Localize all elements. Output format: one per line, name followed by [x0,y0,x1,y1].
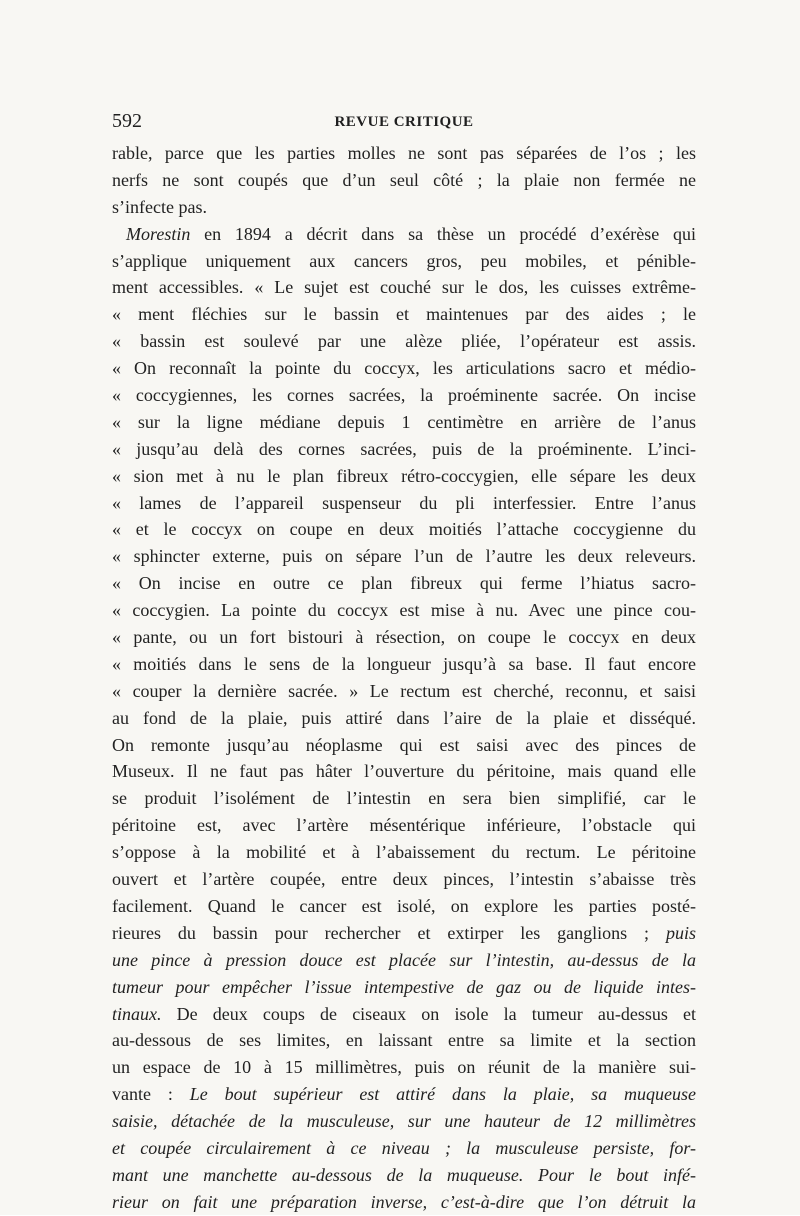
italic-text: tinaux. [112,1003,162,1024]
text-line [112,839,696,866]
italic-text: saisie, détachée de la musculeuse, sur une hauteur de 12 millimètres [112,1111,696,1132]
text-line [112,1001,696,1028]
italic-text: puis [665,922,696,943]
body-text [112,140,696,1216]
line-text: facilement. Quand le cancer est isolé, on explore les parties posté- [112,895,696,916]
line-text: au fond de la plaie, puis attiré dans l’aire de la plaie et disséqué. [112,707,696,728]
line-text: « On incise en outre ce plan fibreux qui ferme l’hiatus sacro- [112,573,696,594]
text-line [112,893,696,920]
text-line [112,194,696,221]
line-text: « couper la dernière sacrée. » Le rectum est cherché, reconnu, et saisi [112,680,696,701]
text-line [112,947,696,974]
text-line [112,301,696,328]
line-text: « coccygien. La pointe du coccyx est mise à nu. Avec une pince cou- [112,600,696,621]
line-text: « moitiés dans le sens de la longueur jusqu’à sa base. Il faut encore [112,653,696,674]
line-text: se produit l’isolément de l’intestin en sera bien simplifié, car le [112,788,696,809]
running-title: REVUE CRITIQUE [334,114,474,130]
line-text: vante : [112,1084,190,1105]
text-line [112,409,696,436]
text-line [112,167,696,194]
text-line [112,866,696,893]
line-text: « jusqu’au delà des cornes sacrées, puis de la proéminente. L’inci- [112,438,696,459]
line-text: s’infecte pas. [112,196,207,217]
text-line [112,624,696,651]
text-line [112,812,696,839]
text-line [112,705,696,732]
text-line [112,355,696,382]
line-text: s’applique uniquement aux cancers gros, peu mobiles, et pénible- [112,250,696,271]
line-text: « pante, ou un fort bistouri à résection, on coupe le coccyx en deux [112,627,696,648]
text-line [112,1027,696,1054]
italic-text: tumeur pour empêcher l’issue intempestive de gaz ou de liquide intes- [112,976,696,997]
line-text: au-dessous de ses limites, en laissant entre sa limite et la section [112,1030,696,1051]
line-text: « coccygiennes, les cornes sacrées, la proéminente sacrée. On incise [112,385,696,406]
line-text: nerfs ne sont coupés que d’un seul côté ; la plaie non fermée ne [112,169,696,190]
text-line [112,140,696,167]
line-text: péritoine est, avec l’artère mésentérique inférieure, l’obstacle qui [112,815,696,836]
line-text: « ment fléchies sur le bassin et maintenues par des aides ; le [112,304,696,325]
text-line [112,785,696,812]
italic-text: Morestin [126,223,191,244]
text-line [112,597,696,624]
text-line [112,651,696,678]
text-line [112,382,696,409]
text-line [112,1189,696,1216]
text-line [112,1081,696,1108]
line-text: rable, parce que les parties molles ne sont pas séparées de l’os ; les [112,143,696,163]
page-number: 592 [112,110,142,132]
italic-text: une pince à pression douce est placée sur l’intestin, au-dessus de la [112,949,696,970]
italic-text: mant une manchette au-dessous de la muqueuse. Pour le bout infé- [112,1164,696,1185]
line-text: On remonte jusqu’au néoplasme qui est saisi avec des pinces de [112,734,696,755]
text-line [112,1108,696,1135]
line-text: en 1894 a décrit dans sa thèse un procédé d’exérèse qui [190,223,696,244]
line-text: « bassin est soulevé par une alèze pliée, l’opérateur est assis. [112,331,696,352]
line-text: « On reconnaît la pointe du coccyx, les articulations sacro et médio- [112,358,696,379]
text-line [112,570,696,597]
running-head [112,110,696,136]
text-line [112,1054,696,1081]
line-text: « sion met à nu le plan fibreux rétro-coccygien, elle sépare les deux [112,465,696,486]
line-text: ment accessibles. « Le sujet est couché sur le dos, les cuisses extrême- [112,277,696,298]
text-line [112,490,696,517]
text-line [112,974,696,1001]
text-line [112,678,696,705]
italic-text: et coupée circulairement à ce niveau ; la musculeuse persiste, for- [112,1137,696,1158]
line-text: un espace de 10 à 15 millimètres, puis on réunit de la manière sui- [112,1057,696,1078]
text-line [112,274,696,301]
line-text: De deux coups de ciseaux on isole la tumeur au-dessus et [161,1003,696,1024]
line-text: Museux. Il ne faut pas hâter l’ouverture du péritoine, mais quand elle [112,761,696,782]
text-line [112,516,696,543]
line-text: « sphincter externe, puis on sépare l’un de l’autre les deux releveurs. [112,546,696,567]
line-text: « lames de l’appareil suspenseur du pli interfessier. Entre l’anus [112,492,696,513]
line-text: « sur la ligne médiane depuis 1 centimètre en arrière de l’anus [112,411,696,432]
line-text: rieures du bassin pour rechercher et extirper les ganglions ; [112,922,666,943]
line-text: ouvert et l’artère coupée, entre deux pinces, l’intestin s’abaisse très [112,869,696,890]
line-text: s’oppose à la mobilité et à l’abaissement du rectum. Le péritoine [112,842,696,863]
text-line [112,248,696,275]
text-line [112,758,696,785]
text-line [112,920,696,947]
text-line [112,463,696,490]
text-line [112,732,696,759]
italic-text: rieur on fait une préparation inverse, c’est-à-dire que l’on détruit la [112,1191,696,1212]
text-line [112,221,696,248]
text-line [112,436,696,463]
text-line [112,1135,696,1162]
line-text: « et le coccyx on coupe en deux moitiés l’attache coccygienne du [112,519,696,540]
italic-text: Le bout supérieur est attiré dans la plaie, sa muqueuse [189,1084,696,1105]
text-line [112,543,696,570]
text-line [112,1162,696,1189]
text-line [112,328,696,355]
